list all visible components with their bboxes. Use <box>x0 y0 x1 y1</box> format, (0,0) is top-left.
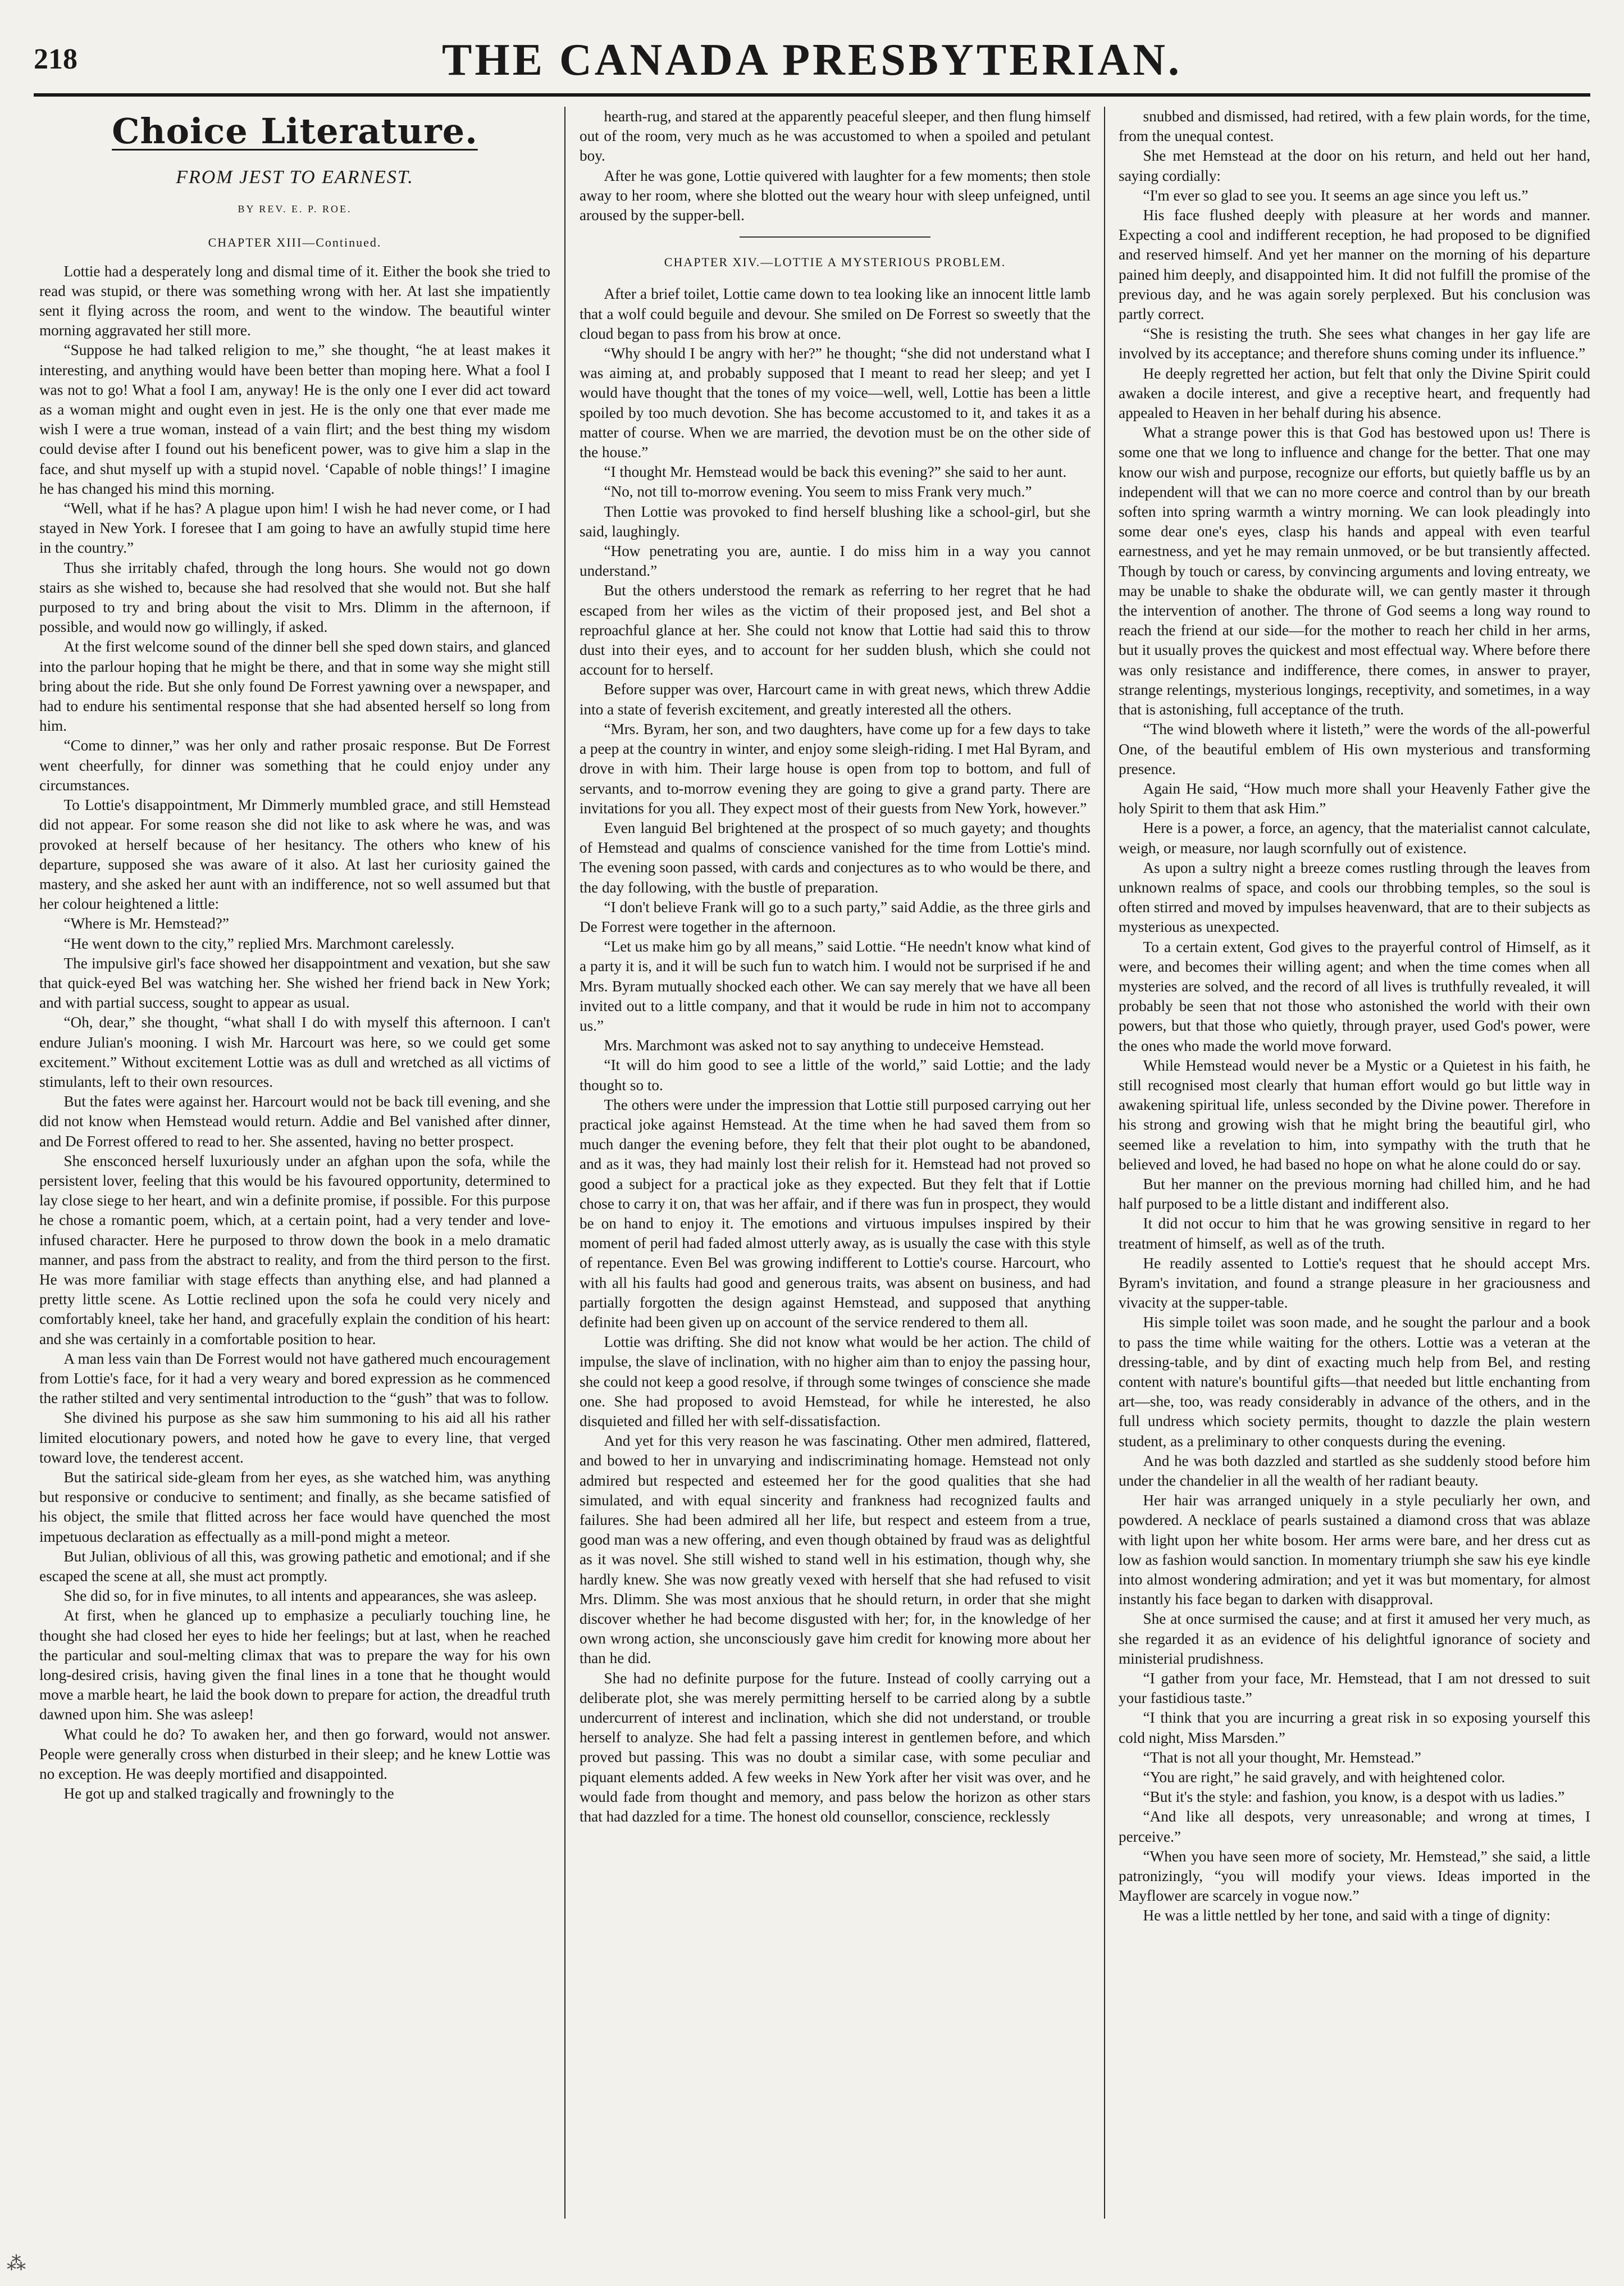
paragraph: She divined his purpose as she saw him summoning to his aid all his rather limited elocutionary powers, and noted how he gave to every line, that verged toward love, the tenderest accent. <box>39 1409 550 1466</box>
paragraph: As upon a sultry night a breeze comes rustling through the leaves from unknown realms of space, and cools our throbbing temples, so the soul is often stirred and moved by impulses heavenward, that are to their subjects as mysterious as unexpected. <box>1119 859 1590 936</box>
masthead-rule <box>34 93 1590 97</box>
paragraph: “That is not all your thought, Mr. Hemstead.” <box>1143 1748 1421 1766</box>
paragraph: “It will do him good to see a little of the world,” said Lottie; and the lady thought so to. <box>580 1057 1091 1094</box>
paragraph: But Julian, oblivious of all this, was growing pathetic and emotional; and if she escaped the scene at all, she must act promptly. <box>39 1547 550 1585</box>
story-title: FROM JEST TO EARNEST. <box>176 167 414 188</box>
column-divider <box>1104 107 1105 2219</box>
column-3-body <box>1119 107 1590 1926</box>
paragraph: She ensconced herself luxuriously under an afghan upon the sofa, while the persistent lover, feeling that this would be his favoured opportunity, determined to lay close siege to her heart, and win a definite promise, if possible. For this purpose he chose a romantic poem, which, at a certain point, had a very tender and love-infused character. Here he purposed to throw down the book in a melo dramatic manner, and pass from the abstract to reality, and from the third person to the first. He was more familiar with stage effects than anything else, and had planned a pretty little scene. As Lottie reclined upon the sofa he could very nicely and comfortably kneel, take her hand, and gracefully explain the condition of his heart: and she was certainly in a comfortable position to hear. <box>39 1152 550 1347</box>
paragraph: “You are right,” he said gravely, and with heightened color. <box>1143 1769 1506 1786</box>
paragraph: “Let us make him go by all means,” said Lottie. “He needn't know what kind of a party it is, and it will be such fun to watch him. I would not be surprised if he and Mrs. Byram mutually shocked each other. We can say merely that we have all been invited out to a little company, and that it would be rude in him not to accompany us.” <box>580 938 1091 1034</box>
paragraph: He got up and stalked tragically and frowningly to the <box>63 1785 394 1802</box>
chapter-heading: CHAPTER XIV.—LOTTIE A MYSTERIOUS PROBLEM. <box>664 255 1006 270</box>
paragraph: And yet for this very reason he was fascinating. Other men admired, flattered, and bowed to her in unvarying and indiscriminating homage. Hemstead not only admired but respected and esteemed her for the good qualities that she had simulated, and with equal sincerity and frankness had recognized faults and failures. She had been admired all her life, but respect and esteem from a true, good man was a new offering, and even though obtained by fraud was as delightful as it was novel. She still wished to stand well in his estimation, though why, she hardly knew. She was now greatly vexed with herself that she had refused to visit Mrs. Dlimm. She was most anxious that he should return, in order that she might discover whether he had become disgusted with her; for, in the knowledge of her own wrong action, she unconsciously gave him credit for knowing more about her than he did. <box>580 1432 1091 1667</box>
paragraph: The impulsive girl's face showed her disappointment and vexation, but she saw that quick-eyed Bel was watching her. She wished her friend back in New York; and with partial success, sought to appear as usual. <box>39 954 550 1012</box>
paragraph: “Where is Mr. Hemstead?” <box>63 915 229 932</box>
paragraph: “He went down to the city,” replied Mrs. Marchmont carelessly. <box>63 935 455 952</box>
paragraph: A man less vain than De Forrest would not have gathered much encouragement from Lottie's face, for it had a very weary and bored expression as he commenced the rather stilted and very sentimental introduction to the “gush” that was to follow. <box>39 1350 550 1407</box>
paragraph: Lottie had a desperately long and dismal time of it. Either the book she tried to read was stupid, or there was something wrong with her. At last she impatiently sent it flying across the room, and went to the window. The beautiful winter morning aggravated her still more. <box>39 262 550 339</box>
paragraph: His face flushed deeply with pleasure at her words and manner. Expecting a cool and indifferent reception, he had proposed to be dignified and reserved himself. And yet her manner on the morning of his departure pained him deeply, and disappointed him. It did not fulfill the promise of the previous day, and he was again sorely perplexed. But his conclusion was partly correct. <box>1119 207 1590 323</box>
paragraph: Her hair was arranged uniquely in a style peculiarly her own, and powdered. A necklace of pearls sustained a diamond cross that was ablaze with light upon her white bosom. Her arms were bare, and her dress cut as low as fashion would sanction. In momentary triumph she saw his eye kindle into almost wondering admiration; and yet it was but momentary, for almost instantly his face began to darken with disapproval. <box>1119 1492 1590 1608</box>
department-title: Choice Literature. <box>112 111 478 152</box>
paragraph: But the others understood the remark as referring to her regret that he had escaped from her wiles as the victim of their proposed jest, and Bel shot a reproachful glance at her. She could not know that Lottie had said this to throw dust into their eyes, and to account for her sudden blush, which she could not account for to herself. <box>580 582 1091 678</box>
paragraph: “I don't believe Frank will go to a such party,” said Addie, as the three girls and De Forrest were together in the afternoon. <box>580 898 1091 935</box>
paragraph: Mrs. Marchmont was asked not to say anything to undeceive Hemstead. <box>604 1037 1044 1054</box>
chapter-divider <box>740 236 930 238</box>
page-number: 218 <box>34 43 77 75</box>
paragraph: Then Lottie was provoked to find herself blushing like a school-girl, but she said, laughingly. <box>580 503 1091 540</box>
paragraph: But the satirical side-gleam from her eyes, as she watched him, was anything but responsive or conducive to sentiment; and finally, as she became satisfied of his object, the smile that flitted across her face would have quenched the most impetuous declaration as effectually as a mill-pond might a meteor. <box>39 1469 550 1545</box>
chapter-heading: CHAPTER XIII—Continued. <box>208 235 382 250</box>
paragraph: Before supper was over, Harcourt came in with great news, which threw Addie into a state of feverish excitement, and greatly interested all the others. <box>580 681 1091 718</box>
paragraph: “I'm ever so glad to see you. It seems an age since you left us.” <box>1143 186 1529 204</box>
byline: BY REV. E. P. ROE. <box>238 203 352 215</box>
paragraph: What could he do? To awaken her, and then go forward, would not answer. People were generally cross when disturbed in their sleep; and he knew Lottie was no exception. He was deeply mortified and disappointed. <box>39 1725 550 1783</box>
paragraph: “But it's the style: and fashion, you know, is a despot with us ladies.” <box>1143 1788 1565 1806</box>
paragraph: He deeply regretted her action, but felt that only the Divine Spirit could awaken a docile interest, and give a receptive heart, and frequently had appealed to Heaven in her behalf during his absence. <box>1119 365 1590 422</box>
paragraph: She did so, for in five minutes, to all intents and appearances, she was asleep. <box>63 1587 537 1605</box>
paragraph: “Oh, dear,” she thought, “what shall I do with myself this afternoon. I can't endure Julian's mooning. I wish Mr. Harcourt was here, so we could get some excitement.” Without excitement Lottie was as dull and wretched as all victims of stimulants, left to their own resources. <box>39 1014 550 1090</box>
paragraph: “The wind bloweth where it listeth,” were the words of the all-powerful One, of the beautiful emblem of His own mysterious and transforming presence. <box>1119 721 1590 777</box>
paragraph: To a certain extent, God gives to the prayerful control of Himself, as it were, and becomes their willing agent; and when the time comes when all mysteries are solved, and the record of all lives is truthfully revealed, it will probably be seen that not those who astonished the world with their own powers, but that those who quietly, through prayer, used God's power, were the ones who made the world move forward. <box>1119 938 1590 1054</box>
paragraph: “And like all despots, very unreasonable; and wrong at times, I perceive.” <box>1119 1808 1590 1845</box>
paragraph: “I thought Mr. Hemstead would be back this evening?” she said to her aunt. <box>604 463 1067 481</box>
column-2 <box>580 107 1091 2230</box>
paragraph: To Lottie's disappointment, Mr Dimmerly mumbled grace, and still Hemstead did not appear. For some reason she did not like to ask where he was, and was provoked at herself because of her hesitancy. The others who knew of his departure, supposed she was aware of it also. At last her curiosity gained the mastery, and she asked her aunt with an indifference, not so well assumed but that her colour heightened a little: <box>39 796 550 913</box>
column-1 <box>39 107 550 2230</box>
paragraph: But her manner on the previous morning had chilled him, and he had half purposed to be a little distant and indifferent also. <box>1119 1175 1590 1213</box>
paragraph: The others were under the impression that Lottie still purposed carrying out her practical joke against Hemstead. At the time when he had saved them from so much danger the evening before, they felt that their plot ought to be abandoned, and as it was, they had mainly lost their relish for it. Hemstead had not proved so good a subject for a practical joke as they expected. But they felt that if Lottie chose to carry it on, that was her affair, and if there was fun in prospect, they would be on hand to enjoy it. The emotions and virtuous impulses inspired by their moment of peril had faded almost utterly away, as is usually the case with this style of repentance. Even Bel was growing indifferent to Lottie's course. Harcourt, who with all his faults had good and generous traits, was absent on business, and had partially forgotten the design against Hemstead, and supposed that anything definite had been given up on account of the service rendered to them all. <box>580 1096 1091 1331</box>
paragraph: Here is a power, a force, an agency, that the materialist cannot calculate, weigh, or measure, nor laugh scornfully out of existence. <box>1119 819 1590 857</box>
paragraph: After he was gone, Lottie quivered with laughter for a few moments; then stole away to her room, where she blotted out the weary hour with sleep unfeigned, until aroused by the supper-bell. <box>580 167 1091 224</box>
paragraph: Even languid Bel brightened at the prospect of so much gayety; and thoughts of Hemstead and qualms of conscience vanished for the time from Lottie's mind. The evening soon passed, with cards and conjectures as to who would be there, and the day following, with the bustle of preparation. <box>580 819 1091 896</box>
publication-title: THE CANADA PRESBYTERIAN. <box>442 35 1182 85</box>
paragraph: At the first welcome sound of the dinner bell she sped down stairs, and glanced into the parlour hoping that he might be there, and that in some way she might still bring about the ride. But she only found De Forrest yawning over a newspaper, and had to endure his sentimental response that she had absented herself so long from him. <box>39 638 550 735</box>
paragraph: “Mrs. Byram, her son, and two daughters, have come up for a few days to take a peep at the country in winter, and enjoy some sleigh-riding. I met Hal Byram, and drove in with him. Their large house is open from top to bottom, and full of servants, and to-morrow evening they are going to give a grand party. There are invitations for you all. They expect most of their guests from New York, however.” <box>580 720 1091 817</box>
paragraph: And he was both dazzled and startled as she suddenly stood before him under the chandelier in all the wealth of her radiant beauty. <box>1119 1452 1590 1490</box>
paragraph: But the fates were against her. Harcourt would not be back till evening, and she did not know when Hemstead would return. Addie and Bel vanished after dinner, and De Forrest offered to read to her. She assented, having no better prospect. <box>39 1093 550 1150</box>
column-1-body <box>39 262 550 1804</box>
paragraph: Again He said, “How much more shall your Heavenly Father give the holy Spirit to them that ask Him.” <box>1119 780 1590 817</box>
paragraph: After a brief toilet, Lottie came down to tea looking like an innocent little lamb that a wolf could beguile and devour. She smiled on De Forrest so sweetly that the cloud began to pass from his brow at once. <box>580 285 1091 342</box>
paragraph: “I think that you are incurring a great risk in so exposing yourself this cold night, Miss Marsden.” <box>1119 1709 1590 1746</box>
paragraph: “She is resisting the truth. She sees what changes in her gay life are involved by its acceptance; and therefore shuns coming under its influence.” <box>1119 325 1590 362</box>
paragraph: At first, when he glanced up to emphasize a peculiarly touching line, he thought she had closed her eyes to hide her feelings; but at last, when he reached the particular and soul-melting climax that was to prepare the way for his own long-desired crisis, having given the final lines in a tone that he thought would move a marble heart, he laid the book down to prepare for action, the dreadful truth dawned upon him. She was asleep! <box>39 1607 550 1723</box>
paragraph: Thus she irritably chafed, through the long hours. She would not go down stairs as she wished to, because she had resolved that she would not. But she half purposed to try and bring about the visit to Mrs. Dlimm in the afternoon, if possible, and would now go willingly, if asked. <box>39 559 550 636</box>
printer-mark: ⁂ <box>7 2253 26 2274</box>
paragraph: “Suppose he had talked religion to me,” she thought, “he at least makes it interesting, and anything would have been better than moping here. What a fool I was not to go! What a fool I am, anyway! He is the only one I ever did act toward as a woman might and ought even in jest. He is the only one that ever made me wish I were a true woman, instead of a vain flirt; and the best thing my wisdom could devise after I found out his beneficent power, was to give him a slap in the face, and shut myself up with a stupid novel. ‘Capable of noble things!’ I imagine he has changed his mind this morning. <box>39 341 550 497</box>
paragraph: “Why should I be angry with her?” he thought; “she did not understand what I was aiming at, and probably supposed that I meant to read her sleep; and yet I would have thought that the tones of my voice—well, well, Lottie has been a little spoiled by too much devotion. She has become accustomed to it, and takes it as a matter of course. When we are married, the devotion must be on the other side of the house.” <box>580 345 1091 461</box>
paragraph: hearth-rug, and stared at the apparently peaceful sleeper, and then flung himself out of the room, very much as he was accustomed to when a spoiled and petulant boy. <box>580 108 1091 165</box>
paragraph: “When you have seen more of society, Mr. Hemstead,” she said, a little patronizingly, “you will modify your views. Ideas imported in the Mayflower are scarcely in vogue now.” <box>1119 1847 1590 1905</box>
paragraph: Lottie was drifting. She did not know what would be her action. The child of impulse, the slave of inclination, with no higher aim than to enjoy the passing hour, she could not keep a good resolve, if through some twinges of conscience she made one. She had proposed to avoid Hemstead, for while he interested, he also disquieted and filled her with self-dissatisfaction. <box>580 1333 1091 1429</box>
paragraph: It did not occur to him that he was growing sensitive in regard to her treatment of himself, as well as of the truth. <box>1119 1215 1590 1252</box>
paragraph: “How penetrating you are, auntie. I do miss him in a way you cannot understand.” <box>580 543 1091 580</box>
column-2-body <box>580 284 1091 1827</box>
column-divider <box>564 107 565 2219</box>
paragraph: What a strange power this is that God has bestowed upon us! There is some one that we long to influence and change for the better. That one may know our wish and purpose, recognize our efforts, but quietly baffle us by an independent will that we can no more coerce and control than by our breath soften into spring warmth a wintry morning. We can look pleadingly into some dear one's eyes, clasp his hands and appeal with even tearful earnestness, and yet he may remain unmoved, or be but transiently affected. Though by touch or caress, by convincing arguments and loving entreaty, we may be unable to shake the obdurate will, we can gently master it through the intervention of another. The throne of God seems a long way round to reach the friend at our side—for the mother to reach her child in her arms, but it usually proves the quickest and most effectual way. Where before there was only resistance and indifference, there comes, in answer to prayer, strange relentings, mysterious longings, receptivity, and sometimes, in a way that is astonishing, full acceptance of the truth. <box>1119 424 1590 718</box>
paragraph: She at once surmised the cause; and at first it amused her very much, as she regarded it as an evidence of his delightful ignorance of society and ministerial prudishness. <box>1119 1610 1590 1667</box>
paragraph: “I gather from your face, Mr. Hemstead, that I am not dressed to suit your fastidious taste.” <box>1119 1670 1590 1707</box>
paragraph: She met Hemstead at the door on his return, and held out her hand, saying cordially: <box>1119 147 1590 184</box>
column-2-continuation <box>580 107 1091 225</box>
paragraph: snubbed and dismissed, had retired, with a few plain words, for the time, from the unequal contest. <box>1119 108 1590 145</box>
masthead <box>34 29 1590 85</box>
paragraph: “Well, what if he has? A plague upon him! I wish he had never come, or I had stayed in New York. I foresee that I am going to have an awfully stupid time here in the country.” <box>39 500 550 557</box>
paragraph: She had no definite purpose for the future. Instead of coolly carrying out a deliberate plot, she was merely permitting herself to be carried along by a subtle undercurrent of interest and inclination, which she did not understand, or trouble herself to analyze. She had felt a passing interest in gentlemen before, and which proved but passing. This was no doubt a similar case, with some peculiar and piquant elements added. A few weeks in New York after her visit was over, and he would fade from thought and memory, and pass below the horizon as other stars that had dazzled for a time. The honest old counsellor, conscience, recklessly <box>580 1669 1091 1825</box>
paragraph: His simple toilet was soon made, and he sought the parlour and a book to pass the time while waiting for the others. Lottie was a veteran at the dressing-table, and by dint of exacting much help from Bel, and resting content with nature's bountiful gifts—that needed but little enchanting from art—she, too, was ready considerably in advance of the others, and in the full undress which society permits, thought to dazzle the plain western student, as a preliminary to other conquests during the evening. <box>1119 1314 1590 1450</box>
paragraph: “No, not till to-morrow evening. You seem to miss Frank very much.” <box>604 483 1032 500</box>
paragraph: He was a little nettled by her tone, and said with a tinge of dignity: <box>1143 1907 1551 1924</box>
paragraph: He readily assented to Lottie's request that he should accept Mrs. Byram's invitation, and found a strange pleasure in her graciousness and vivacity at the supper-table. <box>1119 1254 1590 1312</box>
paragraph: While Hemstead would never be a Mystic or a Quietest in his faith, he still recognised most clearly that human effort would go but little way in awakening spiritual life, unless seconded by the Divine power. Therefore in his strong and growing wish that he might bring the beautiful girl, who seemed like a revelation to him, into sympathy with the truth that he believed and loved, he had based no hope on what he alone could do or say. <box>1119 1057 1590 1173</box>
paragraph: “Come to dinner,” was her only and rather prosaic response. But De Forrest went cheerfully, for dinner was something that he could enjoy under any circumstances. <box>39 737 550 794</box>
column-3 <box>1119 107 1590 2230</box>
